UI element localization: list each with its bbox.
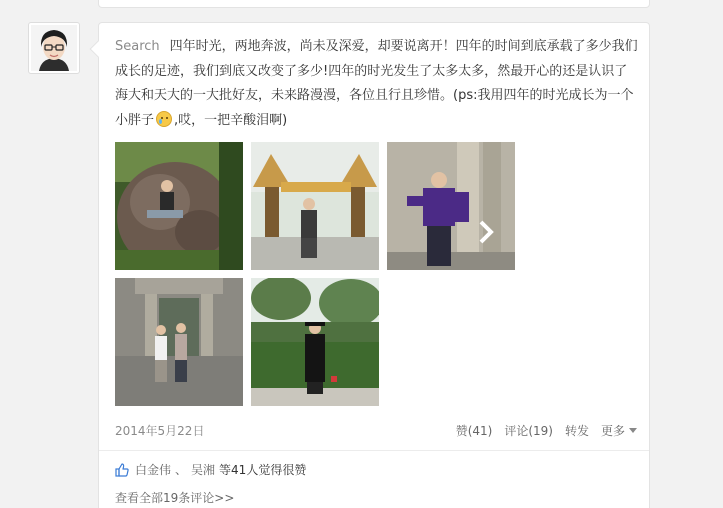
post-body-tail: ,哎，一把辛酸泪啊): [174, 112, 288, 128]
post-date[interactable]: 2014年5月22日: [115, 424, 205, 438]
photo-thumbnail[interactable]: [251, 142, 379, 270]
more-button[interactable]: [601, 422, 637, 439]
photo-thumbnail[interactable]: [115, 142, 243, 270]
photo-purple-jacket-wave: [387, 142, 515, 270]
post-actions: [456, 422, 637, 439]
like-button[interactable]: 赞(41): [455, 424, 493, 438]
avatar-image: [31, 25, 77, 71]
photo-thumbnail[interactable]: [387, 142, 515, 270]
photo-gate-two-people: [115, 278, 243, 406]
author-name[interactable]: Search: [115, 39, 160, 54]
repost-button[interactable]: 转发: [564, 424, 589, 438]
photo-graduation-gown: [251, 278, 379, 406]
divider: [99, 450, 649, 451]
likes-bar: [115, 461, 306, 478]
avatar[interactable]: [28, 22, 80, 74]
card-arrow: [90, 41, 107, 58]
post-text: [115, 35, 640, 133]
liker-name[interactable]: 吴湘: [191, 463, 216, 477]
crying-face-icon: [156, 111, 172, 127]
post-card: [98, 22, 650, 508]
thumbs-up-icon: [115, 463, 129, 477]
photo-rock-sitting: [115, 142, 243, 270]
photo-thumbnail[interactable]: [251, 278, 379, 406]
previous-post-card: [98, 0, 650, 8]
post-meta: [115, 419, 637, 439]
comment-button[interactable]: 评论(19): [504, 424, 553, 438]
likes-count-text[interactable]: 等41人觉得很赞: [219, 463, 307, 477]
post-body: 四年时光，两地奔波，尚未及深爱，却要说离开！四年的时间到底承载了多少我们成长的足迹，我们到底又改变了多少!四年的时光发生了太多太多，然最开心的还是认识了海大和天大的一大批好友，未来路漫漫，各位且行且珍惜。(ps:我用四年的时光成长为一个小胖子: [115, 39, 638, 128]
chevron-down-icon: [629, 428, 637, 433]
photo-bell-pavilion: [251, 142, 379, 270]
name-separator: 、: [175, 463, 188, 477]
liker-name[interactable]: 白金伟: [135, 463, 172, 477]
view-all-comments-link[interactable]: 查看全部19条评论>>: [115, 491, 235, 505]
photo-thumbnail[interactable]: [115, 278, 243, 406]
more-label: 更多: [600, 424, 625, 438]
